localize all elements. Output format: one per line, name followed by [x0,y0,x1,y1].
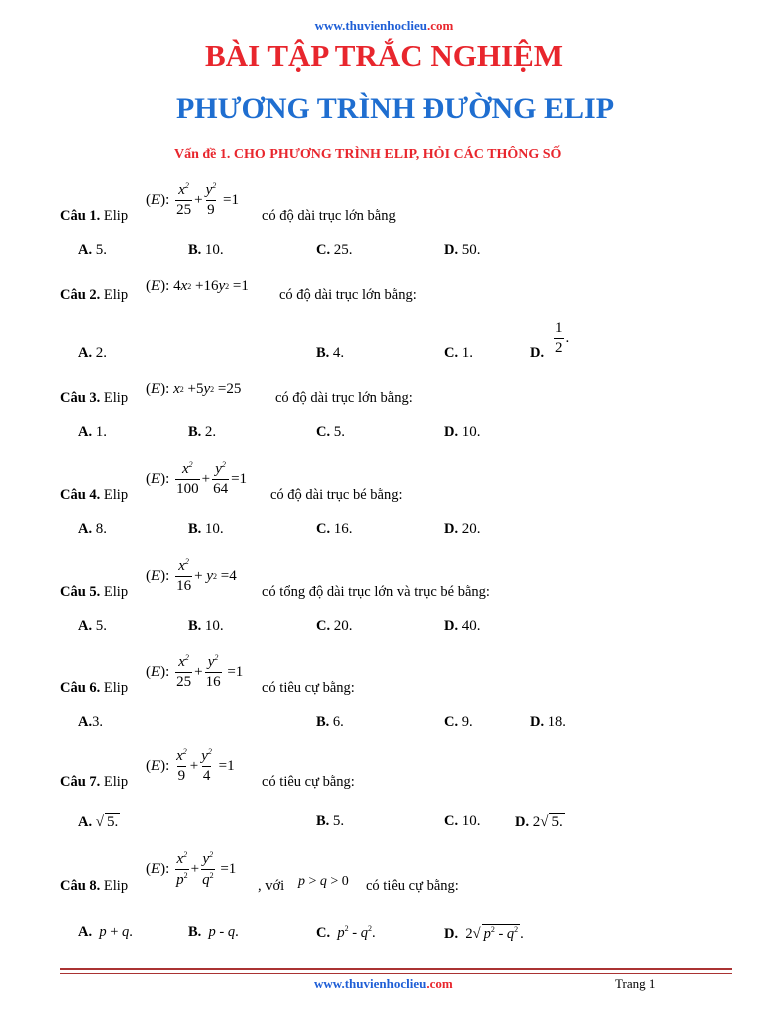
formula-q7: ( E ): $\frac{x^2}{9}$ + $\frac{y^2}{4}$ =1 [146,747,235,784]
question-7-text: có tiêu cự bằng: [262,774,355,790]
footer-divider [60,968,732,974]
option-6d[interactable]: D. 18. [530,714,566,730]
option-4a[interactable]: A. 8. [78,521,107,537]
formula-q5: ( E ): $\frac{x^2}{16}$ + y 2 =4 [146,557,237,594]
formula-q8-condition: p > q > 0 [298,874,349,889]
question-6: Câu 6. Elip [60,680,129,696]
option-7b[interactable]: B. 5. [316,813,345,829]
question-8-mid: , với [258,878,285,894]
option-7a[interactable]: A. √ 5. [78,814,119,830]
option-8d[interactable]: D. 2√ $p^2 - q^2$ . [444,925,524,942]
question-1: Câu 1. Elip [60,208,129,224]
question-8: Câu 8. Elip [60,878,129,894]
option-1d[interactable]: D. 50. [444,242,481,258]
formula-q4: ( E ): $\frac{x^2}{100}$ + $\frac{y^2}{64}$ =1 [146,460,248,497]
footer-site-link[interactable]: www.thuvienhoclieu.com [314,976,453,991]
page-title: BÀI TẬP TRẮC NGHIỆM [205,38,563,73]
option-1a[interactable]: A. 5. [78,242,107,258]
question-5-text: có tổng độ dài trục lớn và trục bé bằng: [262,584,490,600]
page-number: Trang 1 [615,976,656,991]
option-8b[interactable]: B. p - q. [188,924,239,940]
question-6-text: có tiêu cự bằng: [262,680,355,696]
option-8a[interactable]: A. p + q. [78,924,133,940]
option-6c[interactable]: C. 9. [444,714,473,730]
question-2-text: có độ dài trục lớn bằng: [279,287,417,303]
formula-q2: ( E ): 4 x 2 +16 y 2 =1 [146,278,249,294]
option-3d[interactable]: D. 10. [444,424,481,440]
option-6a[interactable]: A.3. [78,714,103,730]
option-4c[interactable]: C. 16. [316,521,353,537]
question-5: Câu 5. Elip [60,584,129,600]
question-4: Câu 4. Elip [60,487,129,503]
option-3a[interactable]: A. 1. [78,424,107,440]
question-2: Câu 2. Elip [60,287,129,303]
formula-q8: ( E ): $\frac{x^2}{p^2}$ + $\frac{y^2}{q^2}$ =1 [146,850,237,888]
question-3: Câu 3. Elip [60,390,129,406]
option-2a[interactable]: A. 2. [78,345,107,361]
option-4d[interactable]: D. 20. [444,521,481,537]
option-7d[interactable]: D. 2√ 5. [515,814,563,830]
option-5a[interactable]: A. 5. [78,618,107,634]
formula-q1: ( E ): $\frac{x^2}{25}$ + $\frac{y^2}{9}$ =1 [146,181,239,218]
option-5b[interactable]: B. 10. [188,618,224,634]
option-3b[interactable]: B. 2. [188,424,217,440]
option-8c[interactable]: C. $p^2 - q^2$. [316,924,376,941]
option-7c[interactable]: C. 10. [444,813,481,829]
question-4-text: có độ dài trục bé bằng: [270,487,403,503]
question-1-text: có độ dài trục lớn bằng [262,208,396,224]
option-2d[interactable]: D. [530,345,545,361]
option-5c[interactable]: C. 20. [316,618,353,634]
option-5d[interactable]: D. 40. [444,618,481,634]
question-3-text: có độ dài trục lớn bằng: [275,390,413,406]
page-subtitle: PHƯƠNG TRÌNH ĐƯỜNG ELIP [175,92,615,125]
formula-q2-option-d: $\frac{1}{2}$ . [555,320,570,356]
formula-q3: ( E ): x 2 +5 y 2 =25 [146,381,242,397]
formula-q6: ( E ): $\frac{x^2}{25}$ + $\frac{y^2}{16}$ =1 [146,653,244,690]
option-2b[interactable]: B. 4. [316,345,345,361]
option-6b[interactable]: B. 6. [316,714,344,730]
option-2c[interactable]: C. 1. [444,345,473,361]
option-1b[interactable]: B. 10. [188,242,224,258]
question-7: Câu 7. Elip [60,774,129,790]
option-3c[interactable]: C. 5. [316,424,345,440]
question-8-text: có tiêu cự bằng: [366,878,459,894]
option-4b[interactable]: B. 10. [188,521,224,537]
option-1c[interactable]: C. 25. [316,242,353,258]
header-site-link[interactable]: www.thuvienhoclieu.com [314,18,454,33]
section-heading: Vấn đề 1. CHO PHƯƠNG TRÌNH ELIP, HỎI CÁC THÔNG SỐ [174,147,562,162]
